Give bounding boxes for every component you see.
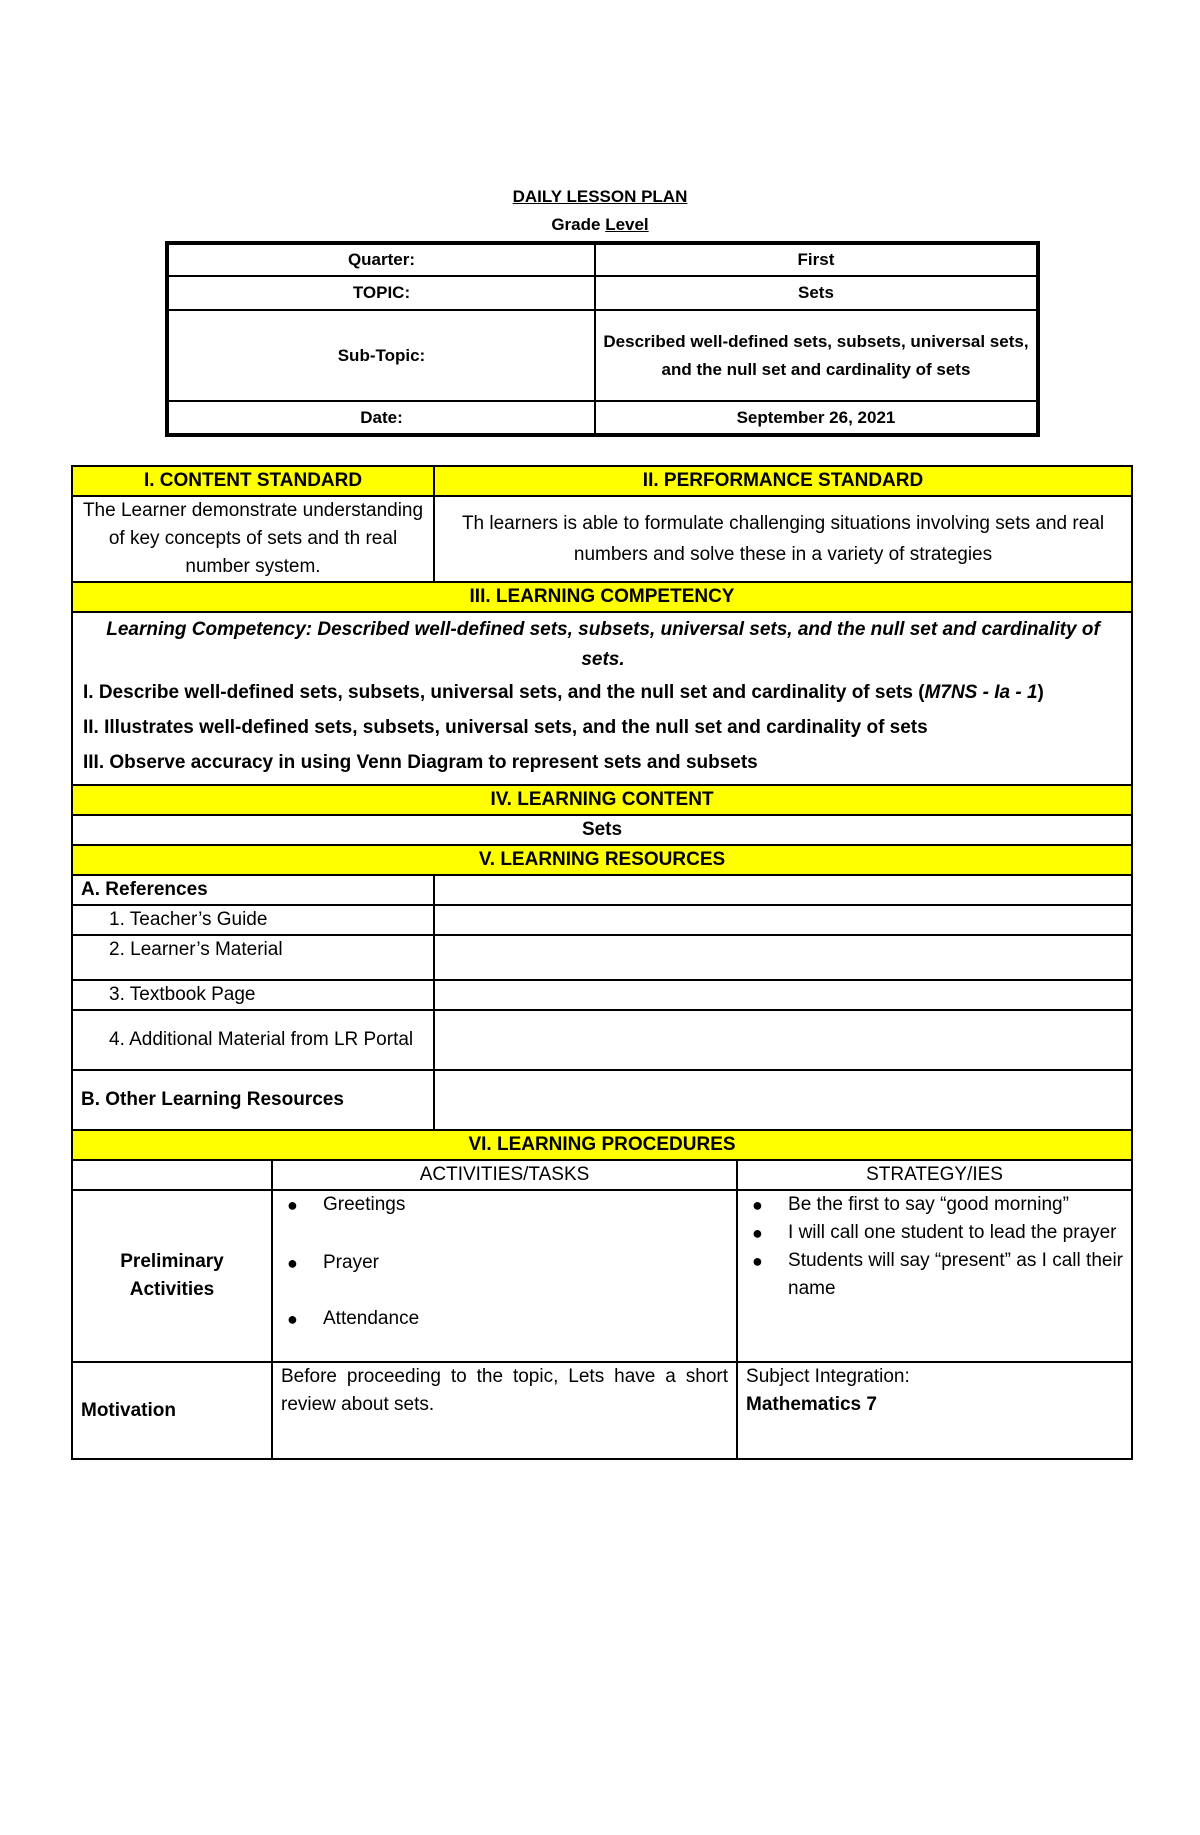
- learning-competency-heading: III. LEARNING COMPETENCY: [72, 582, 1132, 612]
- motivation-activity: Before proceeding to the topic, Lets have a short review about sets.: [272, 1362, 737, 1459]
- learners-material-label: 2. Learner’s Material: [72, 935, 434, 980]
- activity-greetings: ● Greetings: [281, 1191, 728, 1219]
- preliminary-activities: [272, 1190, 737, 1362]
- content-standard-heading: I. CONTENT STANDARD: [72, 466, 434, 496]
- subject-integration-label: Subject Integration:: [746, 1366, 910, 1387]
- competency-item-2: II. Illustrates well-defined sets, subsets, universal sets, and the null set and cardinality of sets: [83, 717, 928, 738]
- textbook-page-label: 3. Textbook Page: [72, 980, 434, 1010]
- content-standard-text: The Learner demonstrate understanding of key concepts of sets and th real number system.: [72, 496, 434, 582]
- performance-standard-heading: II. PERFORMANCE STANDARD: [434, 466, 1132, 496]
- learning-procedures-heading: VI. LEARNING PROCEDURES: [72, 1130, 1132, 1160]
- date-label: Date:: [167, 401, 595, 435]
- other-resources-value: [434, 1070, 1132, 1130]
- learners-material-value: [434, 935, 1132, 980]
- date-value: September 26, 2021: [595, 401, 1038, 435]
- topic-label: TOPIC:: [167, 276, 595, 310]
- activity-prayer: ● Prayer: [281, 1249, 728, 1277]
- preliminary-row: [72, 1190, 1132, 1362]
- procedures-blank-header: [72, 1160, 272, 1190]
- motivation-label: Motivation: [72, 1362, 272, 1459]
- activity-attendance: ● Attendance: [281, 1305, 728, 1333]
- subtopic-value: Described well-defined sets, subsets, universal sets, and the null set and cardinality of sets: [595, 310, 1038, 401]
- strategy-column-header: STRATEGY/IES: [737, 1160, 1132, 1190]
- topic-value: Sets: [595, 276, 1038, 310]
- lesson-info-table: [165, 241, 1040, 437]
- references-value: [434, 875, 1132, 905]
- competency-item-1-close: ): [1037, 682, 1044, 703]
- grade-prefix: Grade: [551, 215, 601, 234]
- lesson-plan-table: [71, 465, 1133, 1460]
- competency-item-1-text: I. Describe well-defined sets, subsets, universal sets, and the null set and cardinality of sets (: [83, 682, 925, 703]
- subject-integration-value: Mathematics 7: [746, 1394, 877, 1415]
- grade-level-line: [0, 215, 1200, 235]
- learning-content-heading: IV. LEARNING CONTENT: [72, 785, 1132, 815]
- performance-standard-text: Th learners is able to formulate challenging situations involving sets and real numbers and solve these in a variety of strategies: [434, 496, 1132, 582]
- strategy-good-morning: ● Be the first to say “good morning”: [746, 1191, 1123, 1219]
- teachers-guide-value: [434, 905, 1132, 935]
- competency-code: M7NS - Ia - 1: [924, 682, 1038, 703]
- quarter-label: Quarter:: [167, 243, 595, 276]
- additional-material-value: [434, 1010, 1132, 1070]
- quarter-value: First: [595, 243, 1038, 276]
- motivation-strategy: [737, 1362, 1132, 1459]
- learning-content-value: Sets: [72, 815, 1132, 845]
- activities-column-header: ACTIVITIES/TASKS: [272, 1160, 737, 1190]
- strategy-attendance: ● Students will say “present” as I call their name: [746, 1247, 1123, 1303]
- topic-row: [167, 276, 1038, 310]
- quarter-row: [167, 243, 1038, 276]
- competency-intro: Learning Competency: Described well-defined sets, subsets, universal sets, and the null set and cardinality of sets.: [106, 619, 1100, 670]
- motivation-row: [72, 1362, 1132, 1459]
- document-title: [0, 187, 1200, 207]
- other-resources-label: B. Other Learning Resources: [72, 1070, 434, 1130]
- competency-item-1: [83, 675, 1123, 710]
- references-label: A. References: [72, 875, 434, 905]
- preliminary-strategies: [737, 1190, 1132, 1362]
- competency-item-3: III. Observe accuracy in using Venn Diagram to represent sets and subsets: [83, 752, 758, 773]
- strategy-prayer: ● I will call one student to lead the prayer: [746, 1219, 1123, 1247]
- teachers-guide-label: 1. Teacher’s Guide: [72, 905, 434, 935]
- grade-level: Level: [605, 215, 649, 234]
- textbook-page-value: [434, 980, 1132, 1010]
- subtopic-row: [167, 310, 1038, 401]
- date-row: [167, 401, 1038, 435]
- document-title-text: DAILY LESSON PLAN: [512, 187, 688, 206]
- learning-resources-heading: V. LEARNING RESOURCES: [72, 845, 1132, 875]
- preliminary-label: Preliminary Activities: [72, 1190, 272, 1362]
- additional-material-label: 4. Additional Material from LR Portal: [72, 1010, 434, 1070]
- subtopic-label: Sub-Topic:: [167, 310, 595, 401]
- learning-competency-body: [72, 612, 1132, 785]
